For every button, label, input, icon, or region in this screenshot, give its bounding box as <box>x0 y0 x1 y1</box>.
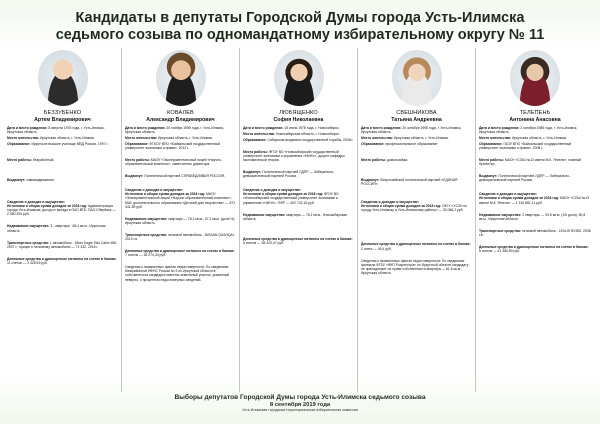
candidate-surname: ТЕЛЕПЕНЬ <box>519 110 551 116</box>
income-value: ФГОУ ВО «Новосибирский государственный университет экономики и управления «НИНХ», ПФР — 402 742,16 руб. <box>243 192 339 205</box>
label-residence: Место жительства: <box>479 135 512 140</box>
label-nominated: Выдвинут: <box>479 174 498 179</box>
candidate-given-name: София Николаевна <box>273 116 324 123</box>
deposits-value: 8 счетов — 41 380,80 руб. <box>479 249 520 254</box>
label-education: Образование: <box>479 141 503 146</box>
label-realty: Недвижимое имущество: <box>125 216 168 221</box>
label-nominated: Выдвинут: <box>361 177 380 182</box>
nominated-value: Всероссийской политической партией «ЕДИНАЯ РОССИЯ». <box>361 177 458 187</box>
work-value: домохозяйка. <box>386 157 409 162</box>
label-work: Место работы: <box>361 157 386 162</box>
inaccuracy-note: Сведения о выявленных фактах недостоверности: По сведениям филиала ФГБУ «ФКП Росреестра» по Иркутской области кандидату не принадлежит на праве собственности квартира — 61,6 кв.м., Иркутская область. <box>361 258 469 275</box>
label-realty: Недвижимое имущество: <box>479 212 522 217</box>
candidate-card <box>358 48 476 392</box>
candidate-given-name: Александр Владимирович <box>146 116 215 123</box>
label-deposits: Денежные средства и драгоценные металлы на счетах в банках: <box>243 236 353 241</box>
residence-value: Новосибирская область, г. Новосибирск. <box>276 131 340 136</box>
work-value: ФГОУ ВО «Новосибирский государственный университет экономики и управления «НИНХ», доцент кафедры экономической теории. <box>243 149 345 162</box>
candidate-card <box>4 48 122 392</box>
footer-commission: Усть-Илимская городская территориальная избирательная комиссия <box>242 408 358 413</box>
label-residence: Место жительства: <box>7 135 40 140</box>
label-residence: Место жительства: <box>125 135 158 140</box>
label-work: Место работы: <box>243 149 268 154</box>
label-income: Источники и общая сумма доходов за 2018 год: <box>361 204 442 209</box>
birth-value: 20 ноября 1989 года, г. Усть-Илимск, Иркутская область. <box>125 125 225 134</box>
inaccuracy-note: Сведения о выявленных фактах недостоверности: По сведениям Межрайонной ИФНС России № 9 по Иркутской области в собственности кандидата имеется земельный участок, указанный неверно, с процентом недостоверных сведений. <box>125 265 230 282</box>
candidate-photo <box>510 50 560 106</box>
label-deposits: Денежные средства и драгоценные металлы на счетах в банках: <box>7 256 117 261</box>
label-education: Образование: <box>243 137 267 142</box>
candidate-surname: СВЕШНИКОВА <box>396 110 437 116</box>
candidate-photo <box>156 50 206 106</box>
poster-footer <box>0 394 600 413</box>
candidate-surname: БЕЗЗУБЕНКО <box>43 110 82 116</box>
education-value: ФГБОУ ВПО «Байкальский государственный университет экономики и права», 2012 г. <box>125 141 221 150</box>
vehicles-value: легковой автомобиль - NISSAN QASHQAI, 2013 г.в. <box>125 232 235 241</box>
title-line-1: Кандидаты в депутаты Городской Думы города Усть-Илимска <box>75 10 525 26</box>
work-value: безработный. <box>32 157 55 162</box>
label-nominated: Выдвинут: <box>125 174 144 179</box>
label-deposits: Денежные средства и драгоценные металлы на счетах в банках: <box>125 249 235 254</box>
label-birth: Дата и место рождения: <box>479 125 520 130</box>
label-deposits: Денежные средства и драгоценные металлы на счетах в банках: <box>479 245 589 249</box>
vehicles-value: 1 автомобиль - Silver Eagle Star Cabin 650, 2007 г., прицеп к легковому автомобилю — 71 432, 2018 г. <box>7 240 118 249</box>
education-value: Иркутское высшее училище МВД России, 1997 г. <box>31 141 109 146</box>
nominated-value: Политической партией СПРАВЕДЛИВАЯ РОССИЯ. <box>144 174 226 179</box>
realty-value: квартира — 78,1 кв.м., Новосибирская область. <box>243 212 348 221</box>
candidate-given-name: Татьяна Андреевна <box>391 116 442 123</box>
label-birth: Дата и место рождения: <box>361 125 402 130</box>
label-birth: Дата и место рождения: <box>7 125 48 130</box>
title-line-2: седьмого созыва по одномандатному избирательному округу № 11 <box>55 27 545 43</box>
candidate-given-name: Артем Владимирович <box>34 116 91 123</box>
income-value: ОКГУ «УСЗН по городу Усть-Илимску и Усть-Илимскому району» — 30 066,2 руб. <box>361 204 468 213</box>
candidates-row <box>4 48 596 392</box>
label-vehicles: Транспортные средства: <box>125 232 167 237</box>
label-education: Образование: <box>7 141 31 146</box>
income-header: Сведения о доходах и имуществе: <box>361 200 420 205</box>
label-work: Место работы: <box>479 157 504 162</box>
footer-election: Выборы депутатов Городской Думы города Усть-Илимска седьмого созыва <box>174 394 426 401</box>
candidate-given-name: Антонина Анасовна <box>509 116 561 123</box>
label-deposits: Денежные средства и драгоценные металлы на счетах в банках: <box>361 242 471 247</box>
work-value: МАОУ «Экспериментальный лицей «Научно-образовательный комплекс», заместитель директора. <box>125 157 222 167</box>
label-residence: Место жительства: <box>361 135 394 140</box>
residence-value: Иркутская область, г. Усть-Илимск. <box>158 135 213 140</box>
candidate-photo <box>274 50 324 106</box>
label-work: Место работы: <box>7 157 32 162</box>
income-header: Сведения о доходах и имуществе: <box>243 188 302 193</box>
label-vehicles: Транспортные средства: <box>7 240 49 245</box>
label-birth: Дата и место рождения: <box>125 125 166 130</box>
vehicles-value: легковой автомобиль - LEXUS RX350, 2008 г.в. <box>479 228 591 237</box>
income-value: МАОУ «Экспериментальный лицей «Научно-образовательный комплекс», МАУ дополнительного образования «Детский дом творчества» — 871 341,89 руб. <box>125 192 236 209</box>
label-income: Источники и общая сумма доходов за 2018 год: <box>479 196 560 201</box>
birth-value: 2 октября 1985 года, г. Усть-Илимск, Иркутская область. <box>479 125 578 134</box>
work-value: МАОУ «СОШ №13 имени М.К. Янгеля», главный бухгалтер. <box>479 157 582 167</box>
candidate-surname: ЛЮБЯЩЕНКО <box>279 110 318 116</box>
realty-value: 2 квартиры — 93,5 кв.м. (1/5 доли), 50,8 кв.м., Иркутская область. <box>479 212 586 221</box>
deposits-value: 2 счета — 45,4 руб. <box>361 246 392 251</box>
label-vehicles: Транспортные средства: <box>479 228 521 233</box>
income-header: Сведения о доходах и имуществе: <box>7 200 66 205</box>
residence-value: Иркутская область, г. Усть-Илимск. <box>40 135 95 140</box>
deposits-value: 7 счетов — 18 274,33 руб. <box>125 253 166 258</box>
realty-value: 3 - квартира - 65,4 кв.м., Иркутская область. <box>7 224 106 233</box>
candidate-photo <box>38 50 88 106</box>
candidate-surname: КОВАЛЕВ <box>167 110 194 116</box>
footer-date: 8 сентября 2019 года <box>269 401 331 408</box>
education-value: профессиональное образование <box>385 141 438 146</box>
residence-value: Иркутская область, г. Усть-Илимск. <box>394 135 449 140</box>
candidate-card <box>122 48 240 392</box>
label-nominated: Выдвинут: <box>7 177 26 182</box>
nominated-value: самовыдвижение. <box>26 177 55 182</box>
label-birth: Дата и место рождения: <box>243 125 284 130</box>
realty-value: квартира — 78,1 кв.м., 47,2 кв.м. (доля ½), Иркутская область. <box>125 216 236 225</box>
residence-value: Иркутская область, г. Усть-Илимск. <box>512 135 567 140</box>
poster-title <box>0 10 600 44</box>
label-income: Источники и общая сумма доходов за 2018 год: <box>7 204 88 209</box>
label-income: Источники и общая сумма доходов за 2018 год: <box>125 192 206 197</box>
nominated-value: Политической партией ЛДПР — Либерально-демократической партией России. <box>479 174 571 183</box>
birth-value: 20 октября 1996 года, г. Усть-Илимск, Иркутская область. <box>361 125 462 134</box>
label-realty: Недвижимое имущество: <box>243 212 286 217</box>
income-value: Администрация города Усть-Илимска, доход от вклада в ПАО ВТБ, ПАО Сбербанк — 2 080 394 руб. <box>7 204 116 217</box>
income-header: Сведения о доходах и имуществе: <box>125 188 184 193</box>
candidate-photo <box>392 50 442 106</box>
income-value: МАОУ «СОШ №13 имени М.К. Янгеля» — 1 315 881,11 руб. <box>479 196 590 205</box>
deposits-value: 5 счетов — 38 420,47 руб. <box>243 240 284 245</box>
candidate-card <box>240 48 358 392</box>
label-income: Источники и общая сумма доходов за 2018 год: <box>243 192 324 197</box>
birth-value: 8 августа 1976 года, г. Усть-Илимск, Иркутская область. <box>7 125 105 134</box>
label-education: Образование: <box>125 141 149 146</box>
income-header: Сведения о доходах и имуществе: <box>479 192 538 197</box>
deposits-value: 11 счетов — 3 425,53 руб. <box>7 260 48 265</box>
label-education: Образование: <box>361 141 385 146</box>
label-realty: Недвижимое имущество: <box>7 224 50 229</box>
label-residence: Место жительства: <box>243 131 276 136</box>
birth-value: 15 июня 1978 года, г. Новосибирск. <box>284 125 340 130</box>
education-value: ГАОУ ВПО «Байкальский государственный университет экономики и права», 2008 г. <box>479 141 572 150</box>
nominated-value: Политической партией ЛДПР — Либерально-демократической партией России. <box>243 170 335 179</box>
label-nominated: Выдвинут: <box>243 170 262 175</box>
education-value: Сибирская академия государственной службы, 2008 г. <box>267 137 354 142</box>
candidate-card <box>476 48 594 392</box>
label-work: Место работы: <box>125 157 150 162</box>
